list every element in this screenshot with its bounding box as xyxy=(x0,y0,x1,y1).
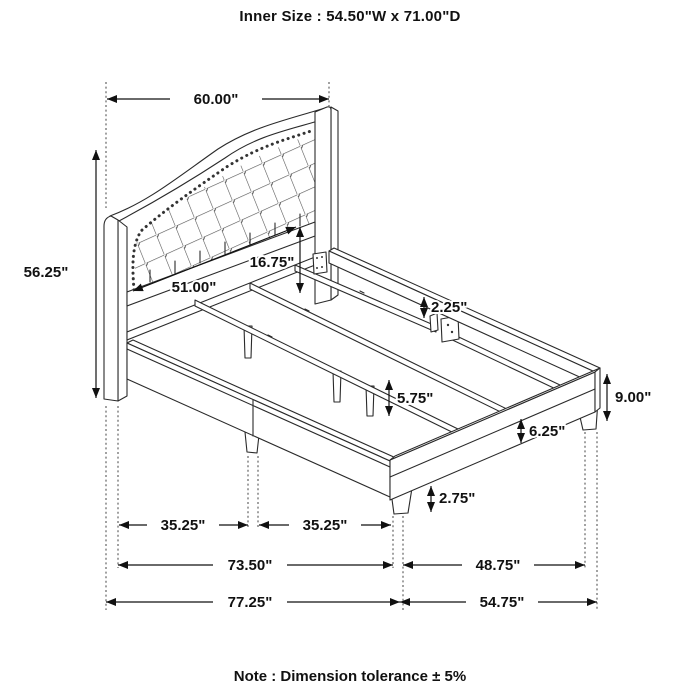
dim-rail-top-thickness: 2.25" xyxy=(431,299,468,316)
headboard-left-wing xyxy=(104,216,118,401)
dim-frame-height: 9.00" xyxy=(615,389,652,406)
dim-headboard-to-rail: 16.75" xyxy=(249,254,295,271)
headboard-rail-bracket xyxy=(313,252,327,274)
dim-corner-leg-height: 2.75" xyxy=(439,490,476,507)
dim-headboard-width: 60.00" xyxy=(193,91,239,108)
headboard-left-wing-side xyxy=(118,220,127,401)
inner-size-title: Inner Size : 54.50"W x 71.00"D xyxy=(239,8,461,25)
dim-side-rail-board-height: 6.25" xyxy=(529,423,566,440)
dim-headboard-inner-width: 51.00" xyxy=(171,279,217,296)
dim-rail-section-front: 35.25" xyxy=(160,517,206,534)
right-side-rail xyxy=(329,251,595,384)
left-rail-ledge-line xyxy=(127,349,390,467)
dim-inner-width-span: 48.75" xyxy=(475,557,521,574)
tolerance-note: Note : Dimension tolerance ± 5% xyxy=(233,668,467,685)
dim-rail-section-back: 35.25" xyxy=(302,517,348,534)
dim-overall-length: 77.25" xyxy=(227,594,273,611)
dim-overall-width: 54.75" xyxy=(479,594,525,611)
left-side-rail-top xyxy=(127,340,396,461)
foot-rail-corner-edge xyxy=(595,368,600,412)
dim-overall-height: 56.25" xyxy=(23,264,69,281)
bed-artwork xyxy=(104,107,600,514)
headboard-right-stile-side xyxy=(331,107,338,300)
dim-center-leg-height: 5.75" xyxy=(397,390,434,407)
dim-frame-length: 73.50" xyxy=(227,557,273,574)
